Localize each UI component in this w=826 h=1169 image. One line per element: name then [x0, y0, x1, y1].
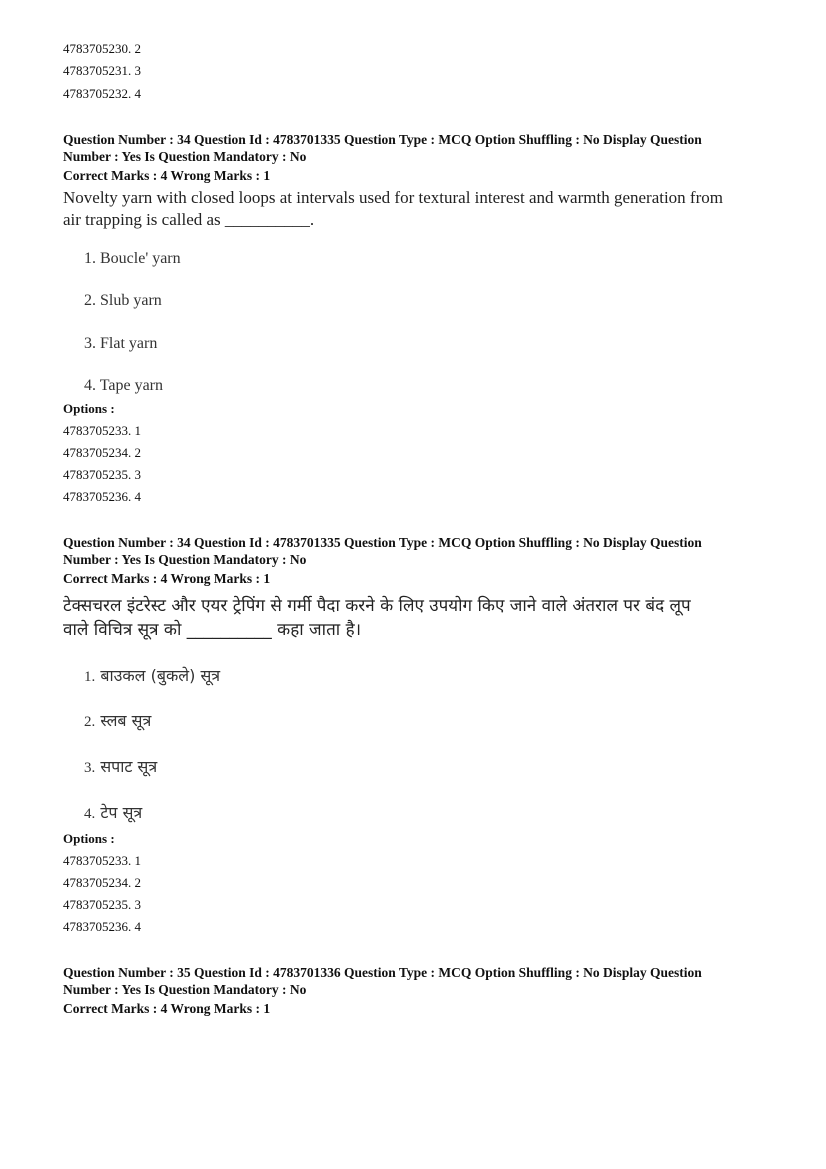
question-meta-q34-hi: [63, 534, 783, 587]
question-meta-line: Number : Yes Is Question Mandatory : No: [63, 149, 307, 164]
question-meta-q34-en: [63, 131, 783, 184]
option-id-line: 4783705230. 2: [63, 41, 141, 56]
question-meta-q35: [63, 964, 783, 1017]
marks-line: Correct Marks : 4 Wrong Marks : 1: [63, 168, 271, 183]
options-label: Options :: [63, 831, 115, 846]
question-meta-line: Number : Yes Is Question Mandatory : No: [63, 552, 307, 567]
question-meta-line: Number : Yes Is Question Mandatory : No: [63, 982, 307, 997]
marks-line: Correct Marks : 4 Wrong Marks : 1: [63, 571, 271, 586]
marks-line: Correct Marks : 4 Wrong Marks : 1: [63, 1001, 271, 1016]
answer-choice: [84, 756, 157, 779]
answer-choice: [84, 665, 220, 688]
question-meta-line: Question Number : 35 Question Id : 4783701336 Question Type : MCQ Option Shuffling : No Display Question: [63, 965, 702, 980]
question-text-line: वाले विचित्र सूत्र को __________ कहा जाता है।: [63, 620, 362, 640]
choice-text: स्लब सूत्र: [100, 711, 152, 730]
options-label: Options :: [63, 401, 115, 416]
question-text-line: Novelty yarn with closed loops at intervals used for textural interest and warmth generation from: [63, 188, 723, 207]
answer-choice: [84, 710, 151, 733]
option-id-line: 4783705235. 3: [63, 467, 141, 482]
answer-choice: 1. Boucle' yarn: [84, 250, 181, 267]
option-id-line: 4783705236. 4: [63, 489, 141, 504]
question-text-q34-en: [63, 187, 793, 231]
choice-number: 4.: [84, 806, 96, 822]
choice-text: सपाट सूत्र: [100, 757, 158, 776]
option-id-line: 4783705233. 1: [63, 423, 141, 438]
question-text-q34-hi: [63, 594, 803, 642]
option-id-line: 4783705235. 3: [63, 897, 141, 912]
option-id-line: 4783705232. 4: [63, 86, 141, 101]
choice-number: 2.: [84, 714, 96, 730]
choice-text: बाउकल (बुकले) सूत्र: [100, 666, 221, 685]
option-id-line: 4783705234. 2: [63, 445, 141, 460]
answer-choice: [84, 802, 142, 825]
answer-choice: 4. Tape yarn: [84, 377, 163, 394]
question-meta-line: Question Number : 34 Question Id : 4783701335 Question Type : MCQ Option Shuffling : No Display Question: [63, 132, 702, 147]
option-id-line: 4783705231. 3: [63, 63, 141, 78]
question-text-line: टेक्सचरल इंटरेस्ट और एयर ट्रेपिंग से गर्मी पैदा करने के लिए उपयोग किए जाने वाले अंतराल पर बंद लूप: [63, 596, 691, 616]
option-id-line: 4783705234. 2: [63, 875, 141, 890]
option-id-line: 4783705236. 4: [63, 919, 141, 934]
choice-number: 1.: [84, 669, 96, 685]
question-text-line: air trapping is called as __________.: [63, 210, 315, 229]
answer-choice: 3. Flat yarn: [84, 335, 158, 352]
question-meta-line: Question Number : 34 Question Id : 4783701335 Question Type : MCQ Option Shuffling : No Display Question: [63, 535, 702, 550]
choice-number: 3.: [84, 760, 96, 776]
option-id-line: 4783705233. 1: [63, 853, 141, 868]
answer-choice: 2. Slub yarn: [84, 292, 162, 309]
choice-text: टेप सूत्र: [100, 803, 143, 822]
